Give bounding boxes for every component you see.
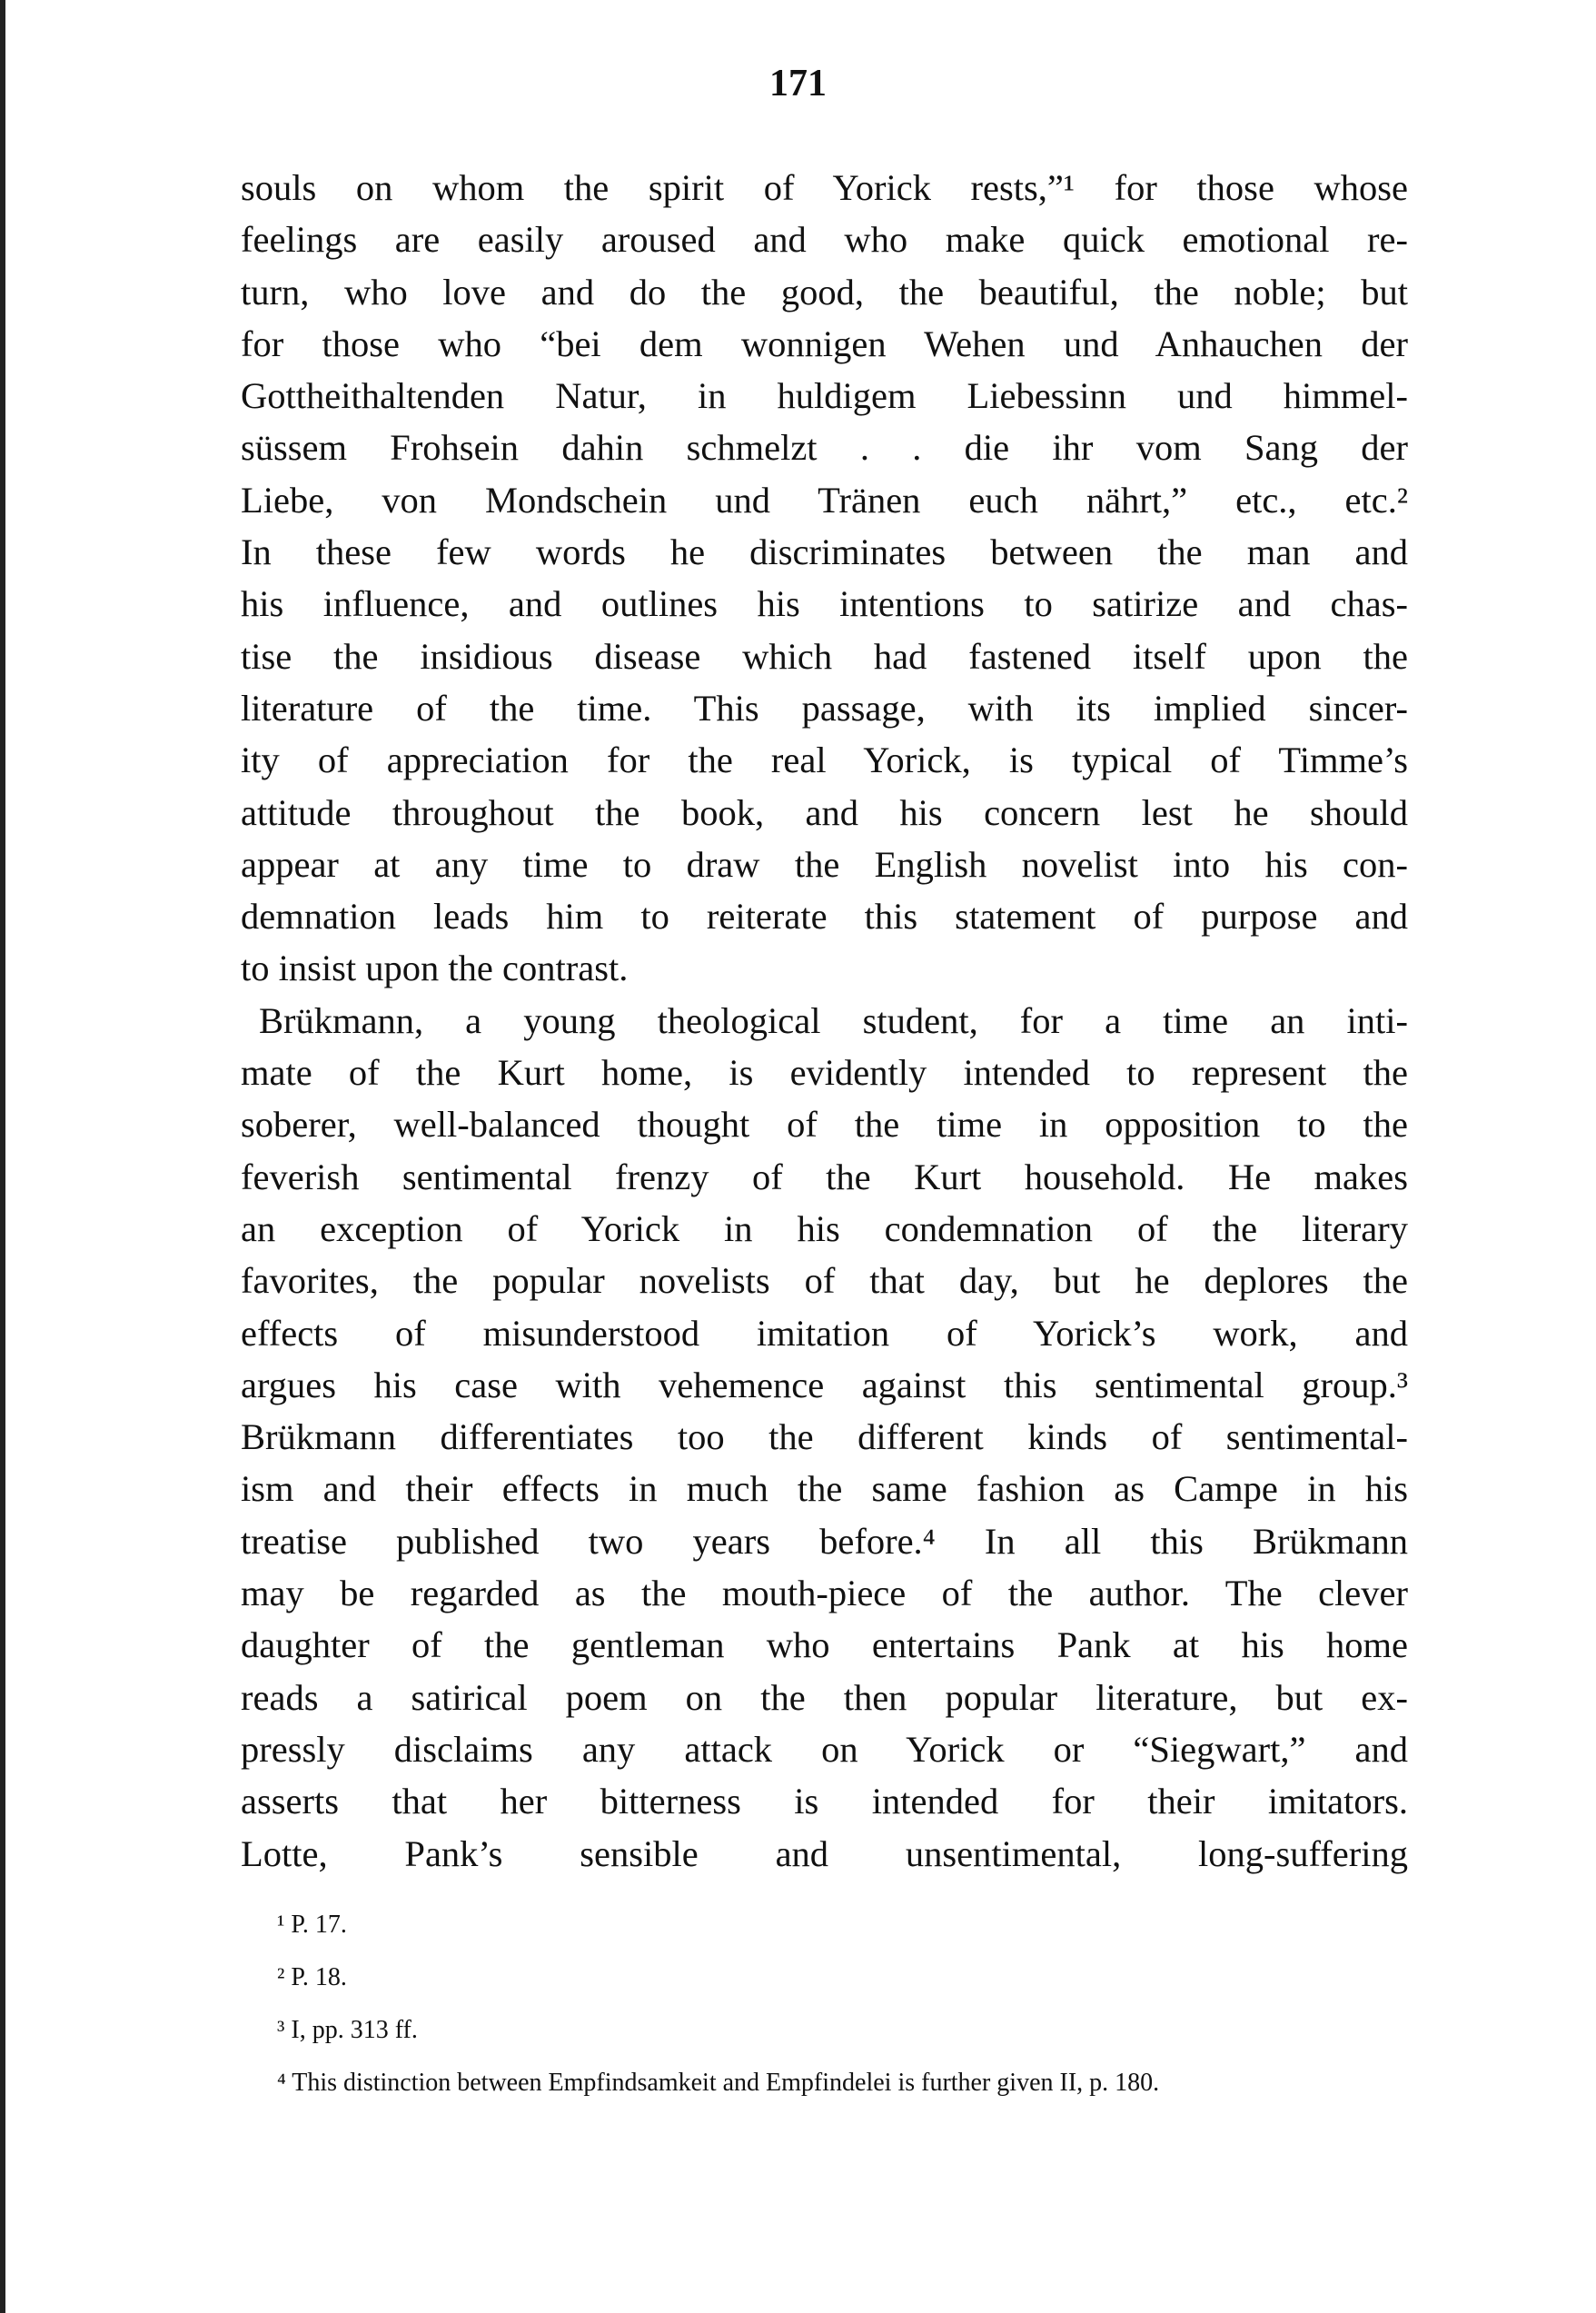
text-line: treatise published two years before.⁴ In all this Brükmann bbox=[241, 1520, 1408, 1562]
text-line: ism and their effects in much the same fashion as Campe in his bbox=[241, 1468, 1408, 1510]
text-line: feelings are easily aroused and who make quick emotional re- bbox=[241, 219, 1408, 261]
footnote: ¹ P. 17. bbox=[277, 1911, 347, 1939]
text-line: pressly disclaims any attack on Yorick or “Siegwart,” and bbox=[241, 1728, 1408, 1770]
text-line: Lotte, Pank’s sensible and unsentimental, long-suffering bbox=[241, 1832, 1408, 1874]
text-line: reads a satirical poem on the then popular literature, but ex- bbox=[241, 1676, 1408, 1718]
text-line: süssem Frohsein dahin schmelzt . . die ihr vom Sang der bbox=[241, 427, 1408, 469]
text-line: argues his case with vehemence against this sentimental group.³ bbox=[241, 1364, 1408, 1405]
text-line: Brükmann differentiates too the different kinds of sentimental- bbox=[241, 1416, 1408, 1458]
text-line: feverish sentimental frenzy of the Kurt household. He makes bbox=[241, 1156, 1408, 1197]
text-line: may be regarded as the mouth-piece of the author. The clever bbox=[241, 1573, 1408, 1614]
footnote: ³ I, pp. 313 ff. bbox=[277, 2016, 418, 2044]
footnote: ⁴ This distinction between Empfindsamkeit and Empfindelei is further given II, p. 180. bbox=[277, 2069, 1160, 2097]
text-line: favorites, the popular novelists of that day, but he deplores the bbox=[241, 1260, 1408, 1302]
text-line: tise the insidious disease which had fastened itself upon the bbox=[241, 635, 1408, 677]
text-line: literature of the time. This passage, with its implied sincer- bbox=[241, 687, 1408, 729]
text-line: mate of the Kurt home, is evidently intended to represent the bbox=[241, 1052, 1408, 1094]
text-line: In these few words he discriminates between the man and bbox=[241, 531, 1408, 573]
text-line: asserts that her bitterness is intended for their imitators. bbox=[241, 1781, 1408, 1822]
footnote: ² P. 18. bbox=[277, 1963, 347, 1991]
text-line: Brükmann, a young theological student, for a time an inti- bbox=[259, 999, 1408, 1041]
text-line: ity of appreciation for the real Yorick, is typical of Timme’s bbox=[241, 740, 1408, 781]
text-line: demnation leads him to reiterate this statement of purpose and bbox=[241, 896, 1408, 938]
text-line: soberer, well-balanced thought of the time in opposition to the bbox=[241, 1104, 1408, 1146]
footnotes bbox=[241, 1899, 1408, 2099]
text-line: effects of misunderstood imitation of Yorick’s work, and bbox=[241, 1312, 1408, 1354]
text-line: an exception of Yorick in his condemnation of the literary bbox=[241, 1207, 1408, 1249]
text-line: to insist upon the contrast. bbox=[241, 948, 629, 989]
text-line: daughter of the gentleman who entertains Pank at his home bbox=[241, 1624, 1408, 1666]
scan-edge bbox=[0, 0, 5, 2313]
text-line: turn, who love and do the good, the beautiful, the noble; but bbox=[241, 271, 1408, 313]
text-line: Liebe, von Mondschein und Tränen euch nährt,” etc., etc.² bbox=[241, 479, 1408, 521]
text-line: appear at any time to draw the English novelist into his con- bbox=[241, 843, 1408, 885]
text-line: Gottheithaltenden Natur, in huldigem Liebessinn und himmel- bbox=[241, 375, 1408, 417]
text-line: his influence, and outlines his intentions to satirize and chas- bbox=[241, 583, 1408, 625]
text-line: for those who “bei dem wonnigen Wehen und Anhauchen der bbox=[241, 323, 1408, 364]
text-line: souls on whom the spirit of Yorick rests,”¹ for those whose bbox=[241, 167, 1408, 208]
page-number: 171 bbox=[769, 63, 827, 104]
body-text bbox=[241, 162, 1408, 1880]
text-line: attitude throughout the book, and his concern lest he should bbox=[241, 791, 1408, 833]
